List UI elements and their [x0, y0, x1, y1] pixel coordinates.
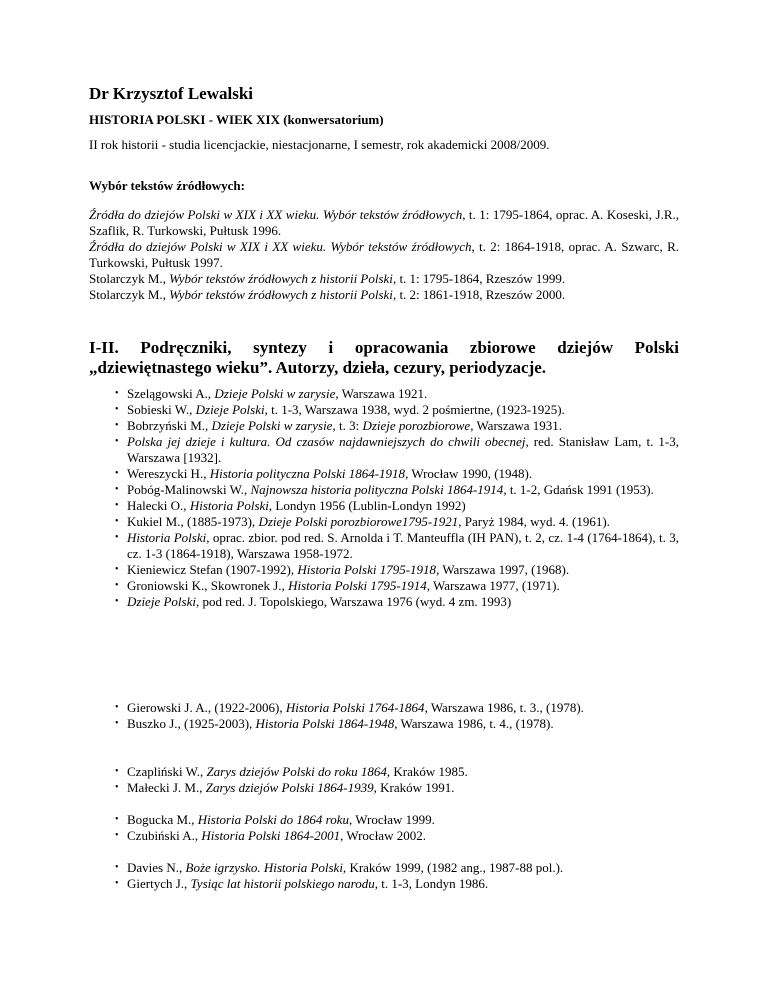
bibliography-group-3 — [89, 764, 679, 796]
list-item: • Pobóg-Malinowski W., Najnowsza historia polityczna Polski 1864-1914, t. 1-2, Gdańsk 1991 (1953). — [115, 482, 654, 497]
list-item: • Czubiński A., Historia Polski 1864-2001, Wrocław 2002. — [115, 828, 426, 843]
list-item: • Gierowski J. A., (1922-2006), Historia Polski 1764-1864, Warszawa 1986, t. 3., (1978). — [115, 700, 584, 715]
list-item: • Historia Polski, oprac. zbior. pod red. S. Arnolda i T. Manteuffla (IH PAN), t. 2, cz. 1-4 (1764-1864), t. 3, cz. 1-3 (1864-1918), Warszawa 1958-1972. — [115, 530, 679, 561]
bullet-icon: • — [115, 532, 119, 543]
list-item: • Buszko J., (1925-2003), Historia Polski 1864-1948, Warszawa 1986, t. 4., (1978). — [115, 716, 554, 731]
bullet-icon: • — [115, 718, 119, 729]
bullet-icon: • — [115, 814, 119, 825]
list-item: • Małecki J. M., Zarys dziejów Polski 1864-1939, Kraków 1991. — [115, 780, 455, 795]
bibliography-group-5 — [89, 860, 679, 892]
bullet-icon: • — [115, 516, 119, 527]
list-item: • Kukiel M., (1885-1973), Dzieje Polski porozbiorowe1795-1921, Paryż 1984, wyd. 4. (1961). — [115, 514, 610, 529]
sources-list — [89, 207, 679, 303]
list-item: • Giertych J., Tysiąc lat historii polskiego narodu, t. 1-3, Londyn 1986. — [115, 876, 489, 891]
bullet-icon: • — [115, 420, 119, 431]
bullet-icon: • — [115, 766, 119, 777]
list-item: • Polska jej dzieje i kultura. Od czasów najdawniejszych do chwili obecnej, red. Stanisław Lam, t. 1-3, Warszawa [1932]. — [115, 434, 679, 465]
list-item: • Davies N., Boże igrzysko. Historia Polski, Kraków 1999, (1982 ang., 1987-88 pol.). — [115, 860, 564, 875]
section-title: I-II. Podręczniki, syntezy i opracowania zbiorowe dziejów Polski „dziewiętnastego wieku”. Autorzy, dzieła, cezury, periodyzacje. — [89, 338, 679, 377]
bullet-icon: • — [115, 500, 119, 511]
bullet-icon: • — [115, 862, 119, 873]
source-entry: Stolarczyk M., Wybór tekstów źródłowych z historii Polski, t. 2: 1861-1918, Rzeszów 2000. — [89, 287, 566, 302]
bibliography-group-1 — [89, 386, 679, 610]
list-item: • Kieniewicz Stefan (1907-1992), Historia Polski 1795-1918, Warszawa 1997, (1968). — [115, 562, 570, 577]
bullet-icon: • — [115, 388, 119, 399]
bullet-icon: • — [115, 878, 119, 889]
bullet-icon: • — [115, 782, 119, 793]
list-item: • Dzieje Polski, pod red. J. Topolskiego, Warszawa 1976 (wyd. 4 zm. 1993) — [115, 594, 512, 609]
list-item: • Sobieski W., Dzieje Polski, t. 1-3, Warszawa 1938, wyd. 2 pośmiertne, (1923-1925). — [115, 402, 565, 417]
list-item: • Wereszycki H., Historia polityczna Polski 1864-1918, Wrocław 1990, (1948). — [115, 466, 533, 481]
list-item: • Bobrzyński M., Dzieje Polski w zarysie, t. 3: Dzieje porozbiorowe, Warszawa 1931. — [115, 418, 563, 433]
bullet-icon: • — [115, 830, 119, 841]
list-item: • Halecki O., Historia Polski, Londyn 1956 (Lublin-Londyn 1992) — [115, 498, 466, 513]
bullet-icon: • — [115, 468, 119, 479]
bullet-icon: • — [115, 702, 119, 713]
bullet-icon: • — [115, 596, 119, 607]
source-entry: Stolarczyk M., Wybór tekstów źródłowych z historii Polski, t. 1: 1795-1864, Rzeszów 1999. — [89, 271, 566, 286]
bullet-icon: • — [115, 484, 119, 495]
bibliography-group-4 — [89, 812, 679, 844]
bibliography-group-2 — [89, 700, 679, 732]
source-entry: Źródła do dziejów Polski w XIX i XX wieku. Wybór tekstów źródłowych, t. 2: 1864-1918, oprac. A. Szwarc, R. Turkowski, Pułtusk 1997. — [89, 239, 679, 270]
bullet-icon: • — [115, 436, 119, 447]
bullet-icon: • — [115, 404, 119, 415]
sources-heading: Wybór tekstów źródłowych: — [89, 178, 245, 193]
list-item: • Szelągowski A., Dzieje Polski w zarysie, Warszawa 1921. — [115, 386, 428, 401]
bullet-icon: • — [115, 580, 119, 591]
course-title: HISTORIA POLSKI - WIEK XIX (konwersatorium) — [89, 112, 384, 127]
course-info: II rok historii - studia licencjackie, niestacjonarne, I semestr, rok akademicki 2008/2009. — [89, 137, 550, 152]
list-item: • Czapliński W., Zarys dziejów Polski do roku 1864, Kraków 1985. — [115, 764, 468, 779]
list-item: • Groniowski K., Skowronek J., Historia Polski 1795-1914, Warszawa 1977, (1971). — [115, 578, 560, 593]
list-item: • Bogucka M., Historia Polski do 1864 roku, Wrocław 1999. — [115, 812, 435, 827]
source-entry: Źródła do dziejów Polski w XIX i XX wieku. Wybór tekstów źródłowych, t. 1: 1795-1864, oprac. A. Koseski, J.R., Szaflik, R. Turkowski, Pułtusk 1996. — [89, 207, 679, 238]
bullet-icon: • — [115, 564, 119, 575]
author-name: Dr Krzysztof Lewalski — [89, 84, 253, 103]
